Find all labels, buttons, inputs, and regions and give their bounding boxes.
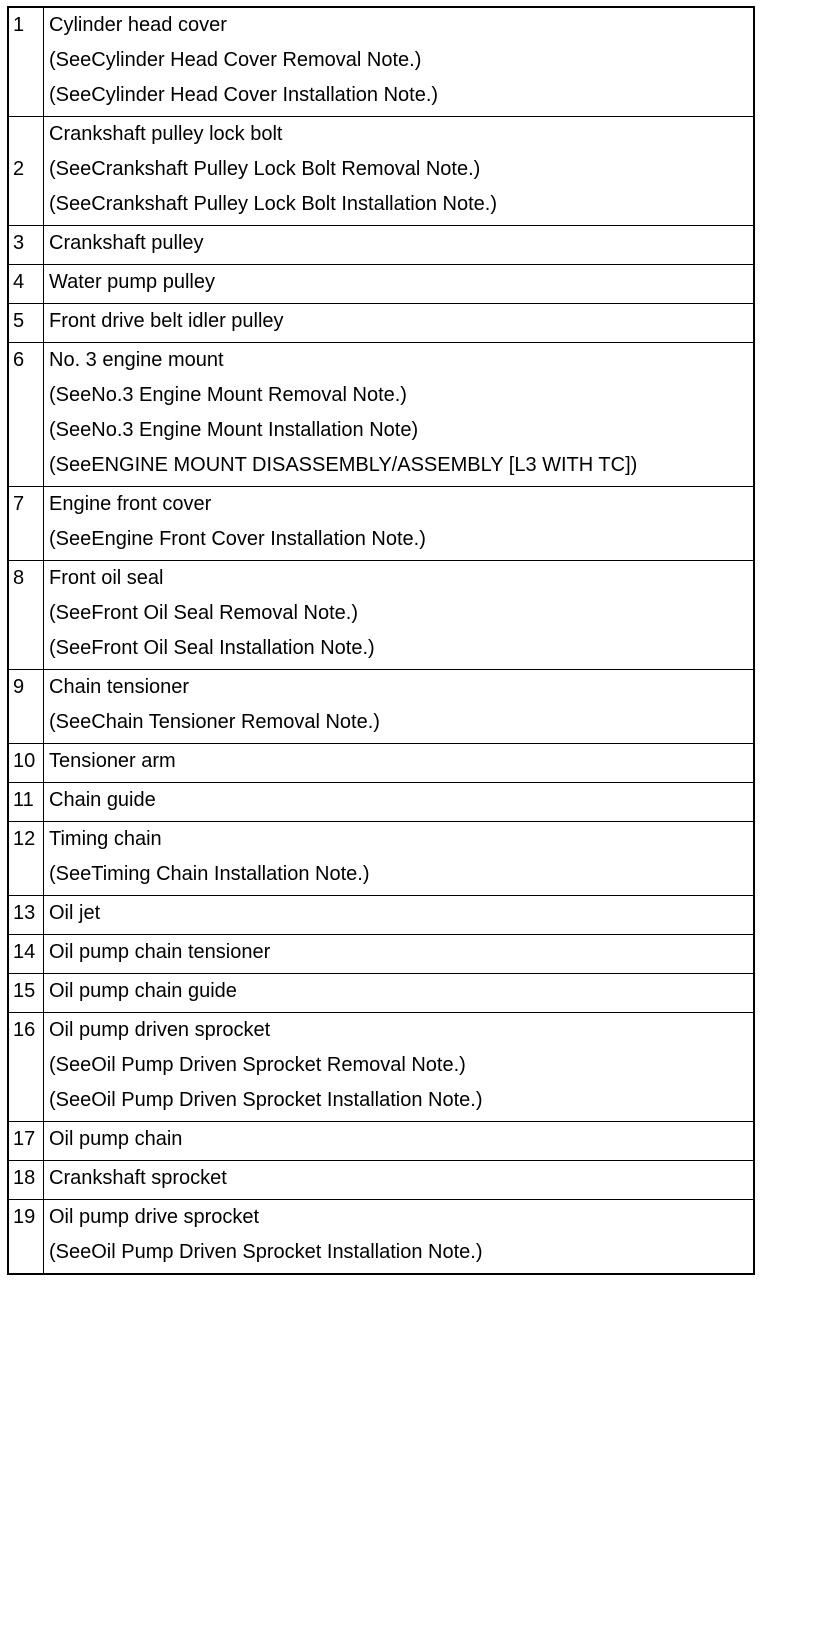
table-row (8, 935, 754, 974)
part-number (8, 1161, 44, 1200)
table-row (8, 783, 754, 822)
part-name: Oil jet (49, 902, 101, 924)
table-row (8, 487, 754, 561)
part-number-text: 18 (13, 1167, 36, 1189)
reference-note: (SeeOil Pump Driven Sprocket Removal Note.) (49, 1054, 466, 1076)
part-name: Crankshaft sprocket (49, 1167, 227, 1189)
part-number (8, 1122, 44, 1161)
part-name: Chain tensioner (49, 676, 190, 698)
reference-note: (SeeCrankshaft Pulley Lock Bolt Installation Note.) (49, 193, 497, 215)
part-number (8, 896, 44, 935)
part-number-text: 13 (13, 902, 36, 924)
part-number (8, 487, 44, 561)
table-row (8, 304, 754, 343)
part-number-text: 8 (13, 567, 25, 589)
part-description (44, 487, 755, 561)
part-number (8, 304, 44, 343)
part-description (44, 561, 755, 670)
parts-table (7, 6, 755, 1275)
part-number-text: 14 (13, 941, 36, 963)
reference-note: (SeeFront Oil Seal Installation Note.) (49, 637, 375, 659)
part-number (8, 561, 44, 670)
part-number-text: 5 (13, 310, 25, 332)
table-row (8, 822, 754, 896)
part-number (8, 117, 44, 226)
part-name: Oil pump chain tensioner (49, 941, 271, 963)
reference-note: (SeeOil Pump Driven Sprocket Installation Note.) (49, 1241, 483, 1263)
part-description (44, 783, 755, 822)
part-number (8, 822, 44, 896)
part-name: Crankshaft pulley (49, 232, 204, 254)
reference-note: (SeeFront Oil Seal Removal Note.) (49, 602, 359, 624)
reference-note: (SeeOil Pump Driven Sprocket Installation Note.) (49, 1089, 483, 1111)
part-name: Crankshaft pulley lock bolt (49, 123, 283, 145)
part-number-text: 9 (13, 676, 25, 698)
part-description (44, 744, 755, 783)
part-number-text: 11 (13, 789, 34, 811)
part-name: Cylinder head cover (49, 14, 227, 36)
part-description (44, 896, 755, 935)
part-name: Water pump pulley (49, 271, 215, 293)
part-number-text: 19 (13, 1206, 36, 1228)
part-number (8, 935, 44, 974)
reference-note: (SeeNo.3 Engine Mount Installation Note) (49, 419, 419, 441)
part-name: Oil pump driven sprocket (49, 1019, 271, 1041)
reference-note: (SeeChain Tensioner Removal Note.) (49, 711, 380, 733)
part-description (44, 670, 755, 744)
reference-note: (SeeEngine Front Cover Installation Note.) (49, 528, 426, 550)
part-description (44, 822, 755, 896)
table-row (8, 1200, 754, 1275)
table-row (8, 670, 754, 744)
part-description (44, 304, 755, 343)
table-row (8, 117, 754, 226)
table-row (8, 226, 754, 265)
part-description (44, 935, 755, 974)
reference-note: (SeeCrankshaft Pulley Lock Bolt Removal Note.) (49, 158, 481, 180)
part-number-text: 17 (13, 1128, 36, 1150)
part-description (44, 1122, 755, 1161)
reference-note: (SeeENGINE MOUNT DISASSEMBLY/ASSEMBLY [L3 WITH TC]) (49, 454, 638, 476)
part-number (8, 343, 44, 487)
table-row (8, 343, 754, 487)
part-name: Timing chain (49, 828, 162, 850)
part-description (44, 1013, 755, 1122)
reference-note: (SeeNo.3 Engine Mount Removal Note.) (49, 384, 407, 406)
part-name: Engine front cover (49, 493, 212, 515)
table-row (8, 1161, 754, 1200)
part-number-text: 1 (13, 14, 25, 36)
part-number-text: 16 (13, 1019, 36, 1041)
part-number (8, 974, 44, 1013)
table-row (8, 265, 754, 304)
part-number (8, 783, 44, 822)
part-number-text: 15 (13, 980, 36, 1002)
part-number (8, 1200, 44, 1275)
table-row (8, 7, 754, 117)
part-number-text: 2 (13, 158, 25, 180)
part-number-text: 7 (13, 493, 25, 515)
part-number-text: 3 (13, 232, 25, 254)
part-number (8, 265, 44, 304)
part-description (44, 265, 755, 304)
table-row (8, 896, 754, 935)
part-name: Front drive belt idler pulley (49, 310, 284, 332)
part-number (8, 226, 44, 265)
part-name: Front oil seal (49, 567, 164, 589)
reference-note: (SeeCylinder Head Cover Removal Note.) (49, 49, 422, 71)
part-name: Tensioner arm (49, 750, 176, 772)
part-name: Chain guide (49, 789, 156, 811)
part-description (44, 7, 755, 117)
part-description (44, 226, 755, 265)
part-name: No. 3 engine mount (49, 349, 224, 371)
part-description (44, 117, 755, 226)
table-row (8, 1122, 754, 1161)
part-name: Oil pump chain guide (49, 980, 237, 1002)
parts-table-body (8, 7, 754, 1274)
part-description (44, 1161, 755, 1200)
part-name: Oil pump chain (49, 1128, 183, 1150)
part-description (44, 343, 755, 487)
part-number (8, 1013, 44, 1122)
table-row (8, 974, 754, 1013)
reference-note: (SeeCylinder Head Cover Installation Note.) (49, 84, 439, 106)
table-row (8, 744, 754, 783)
part-number-text: 12 (13, 828, 36, 850)
part-description (44, 974, 755, 1013)
part-number-text: 4 (13, 271, 25, 293)
table-row (8, 1013, 754, 1122)
part-number (8, 670, 44, 744)
part-number-text: 6 (13, 349, 25, 371)
table-row (8, 561, 754, 670)
part-number (8, 7, 44, 117)
part-description (44, 1200, 755, 1275)
part-number-text: 10 (13, 750, 36, 772)
part-number (8, 744, 44, 783)
reference-note: (SeeTiming Chain Installation Note.) (49, 863, 370, 885)
part-name: Oil pump drive sprocket (49, 1206, 260, 1228)
